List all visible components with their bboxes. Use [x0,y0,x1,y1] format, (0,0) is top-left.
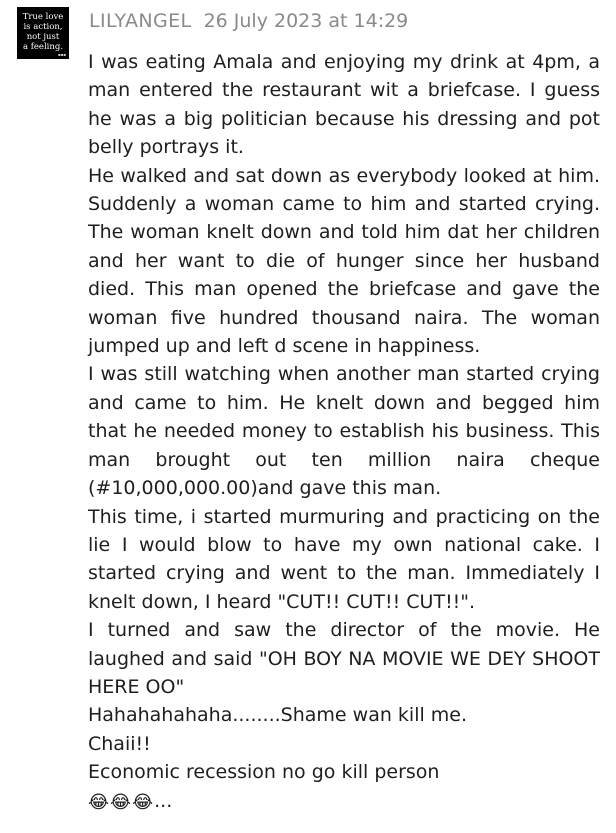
comment-paragraph: Economic recession no go kill person [88,761,440,784]
comment-author[interactable]: LILYANGEL [89,10,192,32]
avatar[interactable] [17,7,69,59]
comment-paragraph: This time, i started murmuring and practicing on the lie I would blow to have my own national cake. I started crying and went to the man. Immediately I knelt down, I heard "CUT!! CUT!! CUT!!". [88,505,600,613]
comment-paragraph: I was eating Amala and enjoying my drink at 4pm, a man entered the restaurant wit a briefcase. I guess he was a big politician because his dressing and pot belly portrays it. [88,51,600,159]
avatar-line: True love [22,12,64,22]
avatar-line: not just [26,32,60,42]
avatar-line: a feeling. [22,42,64,52]
avatar-watermark: ▪▪▪ [57,52,66,57]
comment-paragraph: Chaii!! [88,732,151,755]
avatar-line: is action, [23,22,63,32]
comment-paragraph: I turned and saw the director of the movie. He laughed and said "OH BOY NA MOVIE WE DEY SHOOT HERE OO" [88,619,600,698]
comment-meta [89,7,408,35]
comment-last-line [88,787,600,817]
laughing-emoji-icon: 😂😂😂 [88,791,155,813]
comment-paragraph: I was still watching when another man started crying and came to him. He knelt down and begged him that he needed money to establish his business. This man brought out ten million naira cheque (#10,000,000.00)and gave this man. [88,363,600,500]
comment-ellipsis: ... [154,789,173,812]
comment-timestamp[interactable]: 26 July 2023 at 14:29 [203,10,409,32]
comment-paragraph: Hahahahahaha........Shame wan kill me. [88,704,468,727]
comment-body [88,48,600,817]
comment-paragraph: He walked and sat down as everybody looked at him. Suddenly a woman came to him and started crying. The woman knelt down and told him dat her children and her want to die of hunger since her husband died. This man opened the briefcase and gave the woman five hundred thousand naira. The woman jumped up and left d scene in happiness. [88,164,600,358]
